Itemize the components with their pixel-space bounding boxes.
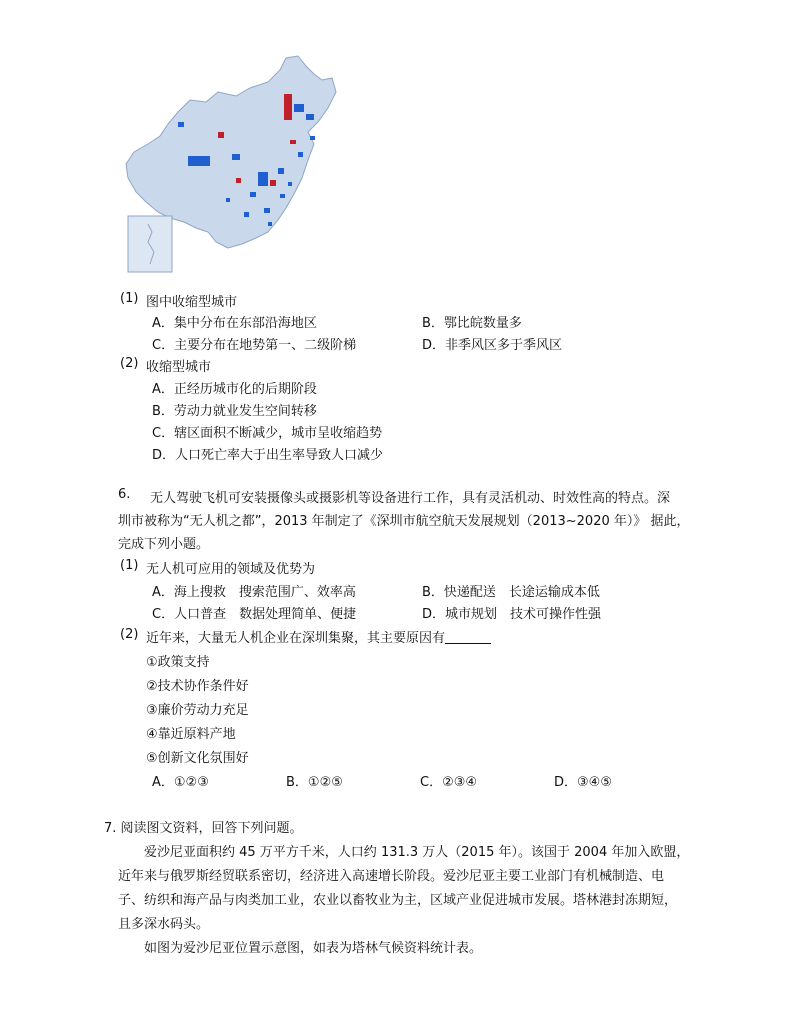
q6-sub2-item-1: ①政策支持 xyxy=(146,655,210,670)
q6-sub1-option-a[interactable]: A．海上搜救 搜索范围广、效率高 xyxy=(152,585,356,600)
q6-sub2-stem-wrap xyxy=(146,627,491,646)
q5-sub1-option-b[interactable]: B．鄂比皖数量多 xyxy=(422,316,522,331)
q6-intro-line1: 无人驾驶飞机可安装摄像头或摄影机等设备进行工作，具有灵活机动、时效性高的特点。深 xyxy=(150,491,671,506)
q6-intro-line2: 圳市被称为“无人机之都”，2013 年制定了《深圳市航空航天发展规划（2013~2020 年）》 据此， xyxy=(118,514,690,529)
q7-title: 7. 阅读图文资料，回答下列问题。 xyxy=(104,821,303,836)
q6-sub2-option-a[interactable]: A．①②③ xyxy=(152,775,209,790)
q5-sub2-option-b[interactable]: B．劳动力就业发生空间转移 xyxy=(152,404,317,419)
q5-sub1-num: (1) xyxy=(120,291,139,306)
q6-sub2-option-d[interactable]: D．③④⑤ xyxy=(554,775,612,790)
q6-sub2-num: (2) xyxy=(120,627,139,642)
q6-sub1-option-c[interactable]: C．人口普查 数据处理简单、便捷 xyxy=(152,607,357,622)
q6-sub2-item-5: ⑤创新文化氛围好 xyxy=(146,751,249,766)
q5-sub1-stem: 图中收缩型城市 xyxy=(146,295,238,310)
q6-sub2-item-2: ②技术协作条件好 xyxy=(146,679,249,694)
q5-sub2-option-c[interactable]: C．辖区面积不断减少，城市呈收缩趋势 xyxy=(152,426,383,441)
q6-sub2-stem: 近年来，大量无人机企业在深圳集聚，其主要原因有 xyxy=(146,631,446,646)
q7-p1-line4: 且多深水码头。 xyxy=(118,917,210,932)
q7-p1-line2: 近年来与俄罗斯经贸联系密切，经济进入高速增长阶段。爱沙尼亚主要工业部门有机械制造、电 xyxy=(118,869,665,884)
q6-sub1-option-b[interactable]: B．快递配送 长途运输成本低 xyxy=(422,585,600,600)
q5-sub1-option-c[interactable]: C．主要分布在地势第一、二级阶梯 xyxy=(152,338,357,353)
q5-sub2-option-d[interactable]: D．人口死亡率大于出生率导致人口减少 xyxy=(152,448,384,463)
q6-sub2-option-c[interactable]: C．②③④ xyxy=(420,775,478,790)
q6-number: 6. xyxy=(118,487,131,502)
q6-sub2-item-3: ③廉价劳动力充足 xyxy=(146,703,249,718)
q6-sub1-option-d[interactable]: D．城市规划 技术可操作性强 xyxy=(422,607,602,622)
q5-sub1-option-d[interactable]: D．非季风区多于季风区 xyxy=(422,338,563,353)
china-shrinking-cities-map xyxy=(118,52,338,278)
q6-sub2-item-4: ④靠近原料产地 xyxy=(146,727,236,742)
q5-sub2-option-a[interactable]: A．正经历城市化的后期阶段 xyxy=(152,382,317,397)
q6-sub2-option-b[interactable]: B．①②⑤ xyxy=(286,775,343,790)
answer-blank[interactable] xyxy=(445,629,491,644)
q6-intro-line3: 完成下列小题。 xyxy=(118,537,210,552)
q5-sub2-num: (2) xyxy=(120,356,139,371)
q6-sub1-stem: 无人机可应用的领域及优势为 xyxy=(146,562,316,577)
q6-sub1-num: (1) xyxy=(120,558,139,573)
q5-sub2-stem: 收缩型城市 xyxy=(146,360,212,375)
q7-p1-line3: 子、纺织和海产品与肉类加工业，农业以畜牧业为主，区域产业促进城市发展。塔林港封冻期短， xyxy=(118,893,678,908)
q5-sub1-option-a[interactable]: A．集中分布在东部沿海地区 xyxy=(152,316,317,331)
q7-p2: 如图为爱沙尼亚位置示意图，如表为塔林气候资料统计表。 xyxy=(144,941,483,956)
q7-p1-line1: 爱沙尼亚面积约 45 万平方千米，人口约 131.3 万人（2015 年）。该国于 2004 年加入欧盟， xyxy=(144,845,690,860)
